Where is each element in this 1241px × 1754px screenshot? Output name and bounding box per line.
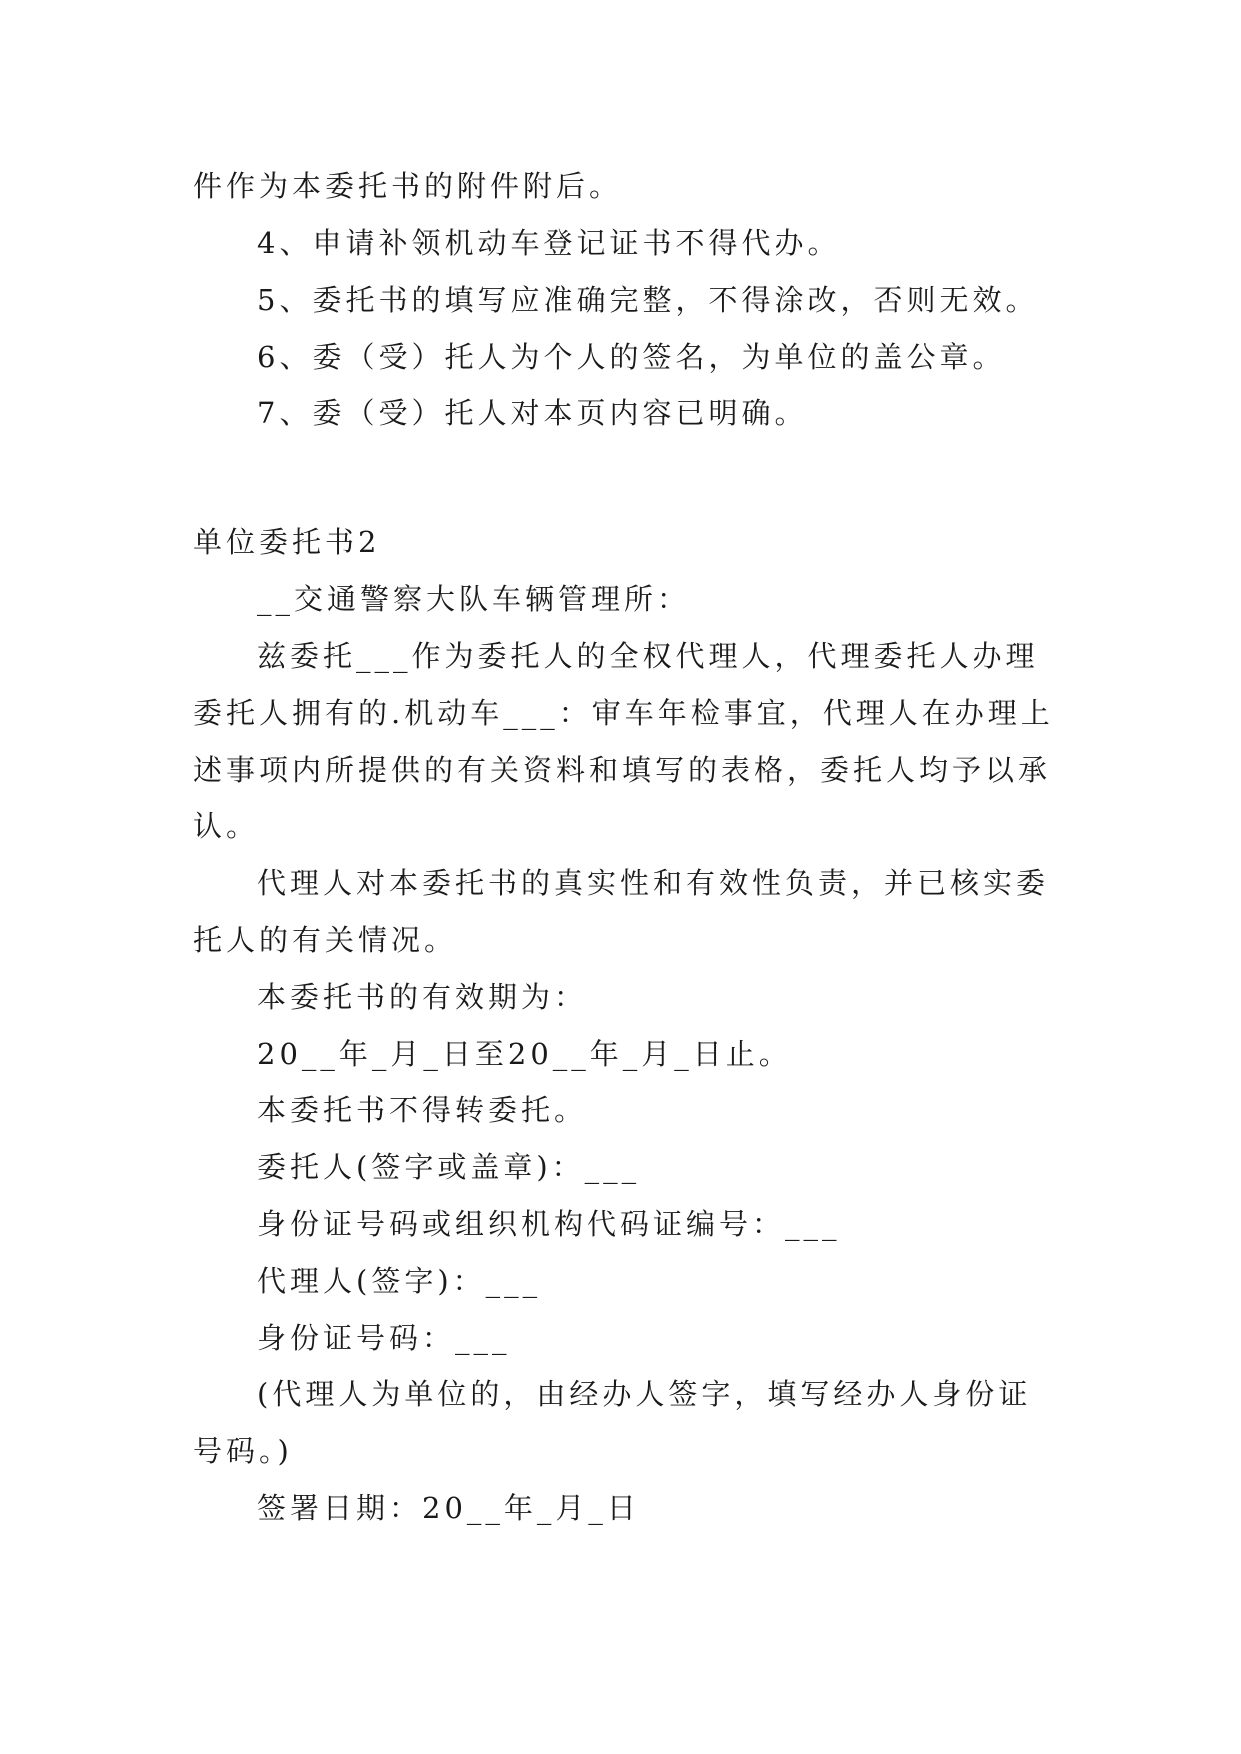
responsibility-line: 托人的有关情况。 bbox=[193, 923, 458, 957]
validity-period: 20__年_月_日至20__年_月_日止。 bbox=[257, 1037, 792, 1071]
body-paragraph-line: 兹委托___作为委托人的全权代理人，代理委托人办理 bbox=[257, 639, 1039, 673]
unit-agent-note-line: (代理人为单位的，由经办人签字，填写经办人身份证 bbox=[257, 1377, 1032, 1411]
signing-date-line: 签署日期：20__年_月_日 bbox=[257, 1491, 640, 1525]
section-heading: 单位委托书2 bbox=[193, 525, 381, 559]
note-item-6: 6、委（受）托人为个人的签名，为单位的盖公章。 bbox=[257, 340, 1006, 374]
principal-signature-line: 委托人(签字或盖章)：___ bbox=[257, 1150, 641, 1184]
text-line-continuation: 件作为本委托书的附件附后。 bbox=[193, 169, 623, 203]
unit-agent-note-line: 号码。) bbox=[193, 1434, 293, 1468]
note-item-5: 5、委托书的填写应准确完整，不得涂改，否则无效。 bbox=[257, 283, 1039, 317]
body-paragraph-line: 委托人拥有的.机动车___：审车年检事宜，代理人在办理上 bbox=[193, 696, 1054, 730]
body-paragraph-line: 述事项内所提供的有关资料和填写的表格，委托人均予以承 bbox=[193, 753, 1052, 787]
note-item-4: 4、申请补领机动车登记证书不得代办。 bbox=[257, 226, 841, 260]
no-transfer-line: 本委托书不得转委托。 bbox=[257, 1093, 588, 1127]
addressee-line: __交通警察大队车辆管理所： bbox=[257, 582, 691, 616]
note-item-7: 7、委（受）托人对本页内容已明确。 bbox=[257, 396, 808, 430]
agent-signature-line: 代理人(签字)：___ bbox=[257, 1264, 542, 1298]
body-paragraph-line: 认。 bbox=[193, 809, 260, 843]
responsibility-line: 代理人对本委托书的真实性和有效性负责，并已核实委 bbox=[257, 866, 1050, 900]
validity-label: 本委托书的有效期为： bbox=[257, 980, 588, 1014]
agent-id-line: 身份证号码：___ bbox=[257, 1321, 511, 1355]
id-or-org-code-line: 身份证号码或组织机构代码证编号：___ bbox=[257, 1207, 841, 1241]
